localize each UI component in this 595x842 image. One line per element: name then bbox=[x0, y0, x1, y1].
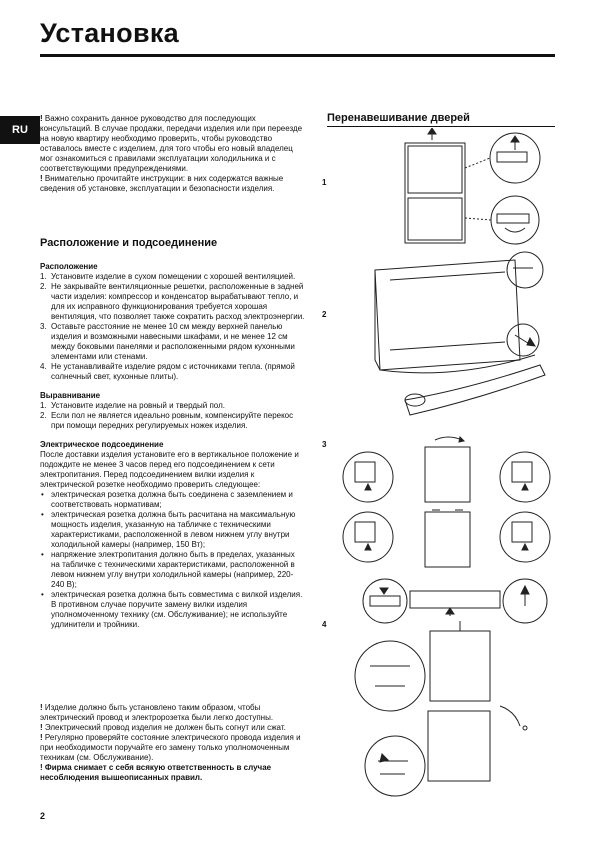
warning-2: ! Электрический провод изделия не должен быть согнут или сжат. bbox=[40, 723, 305, 733]
page-number: 2 bbox=[40, 811, 46, 821]
list-item: 4. Не устанавливайте изделие рядом с источниками тепла. (прямой солнечный свет, кухонные плиты). bbox=[40, 362, 295, 381]
intro-paragraph-2: ! Внимательно прочитайте инструкции: в них содержатся важные сведения об установке, эксплуатации и безопасности изделия. bbox=[40, 174, 305, 194]
electric-title: Электрическое подсоединение bbox=[40, 440, 164, 449]
electric-else: В противном случае поручите замену вилки изделия уполномоченному технику (см. Обслуживание); не используйте удлинители и тройники. bbox=[51, 600, 288, 629]
section-title: Расположение и подсоединение bbox=[40, 237, 218, 249]
language-tab: RU bbox=[0, 116, 40, 144]
list-item: 2. Не закрывайте вентиляционные решетки, расположенные в задней части изделия: компрессор и конденсатор вырабатывают тепло, и для их исправного функционирования требуется хорошая вентиляция, что позволяет также сократить расход электроэнергии. bbox=[40, 282, 305, 321]
intro-paragraph-1: ! Важно сохранить данное руководство для последующих консультаций. В случае продажи, передачи изделия или при переезде на новую квартиру необходимо проверить, чтобы руководство оставалось вместе с изделием, для того чтобы его новый владелец мог ознакомиться с правилами эксплуатации холодильника и с соответствующими предупреждениями. bbox=[40, 114, 305, 174]
step-label: 4 bbox=[322, 620, 327, 629]
list-item: • электрическая розетка должна быть расчитана на максимальную мощность изделия, указанную на табличке с техническими характеристиками, расположенной в левом нижнем углу внутри холодильной камеры (например, 150 Вт); bbox=[40, 510, 305, 550]
doors-title-rule bbox=[327, 126, 555, 127]
step-label: 2 bbox=[322, 310, 327, 319]
intro-block bbox=[40, 114, 305, 194]
electric-list bbox=[40, 490, 305, 600]
location-list bbox=[40, 272, 305, 382]
door-illustration-1 bbox=[385, 128, 555, 246]
list-item: 2. Если пол не является идеально ровным, компенсируйте перекос при помощи передних регулируемых ножек изделия. bbox=[40, 411, 294, 430]
leveling-list bbox=[40, 401, 305, 431]
location-title: Расположение bbox=[40, 262, 98, 271]
warning-1: ! Изделие должно быть установлено таким образом, чтобы электрический провод и электророзетка были легко доступны. bbox=[40, 703, 305, 723]
door-illustration-2 bbox=[365, 250, 555, 435]
leveling-title: Выравнивание bbox=[40, 391, 101, 400]
electric-intro: После доставки изделия установите его в вертикальное положение и подождите не менее 3 часов перед его подсоединением к сети электропитания. Перед подсоединением вилки изделия к электрической розетке необходимо проверить следующее: bbox=[40, 450, 299, 489]
placement-section bbox=[40, 238, 305, 630]
title-rule bbox=[40, 54, 555, 57]
warnings-block bbox=[40, 703, 305, 783]
list-item: • электрическая розетка должна быть совместима с вилкой изделия. bbox=[40, 590, 305, 600]
list-item: 1. Установите изделие на ровный и твердый пол. bbox=[40, 401, 225, 410]
step-label: 1 bbox=[322, 178, 327, 187]
list-item: • напряжение электропитания должно быть в пределах, указанных на табличке с техническими характеристиками, расположенной в левом нижнем углу внутри холодильной камеры (например, 220-240 В); bbox=[40, 550, 305, 590]
doors-title: Перенавешивание дверей bbox=[327, 112, 470, 124]
list-item: 1. Установите изделие в сухом помещении с хорошей вентиляцией. bbox=[40, 272, 296, 281]
warning-4: ! Фирма снимает с себя всякую ответственность в случае несоблюдения вышеописанных правил. bbox=[40, 763, 305, 783]
list-item: 3. Оставьте расстояние не менее 10 см между верхней панелью изделия и возможными навесными шкафами, и не менее 12 см между боковыми панелями и расположенными рядом кухонными элементами или стенами. bbox=[40, 322, 295, 361]
step-label: 3 bbox=[322, 440, 327, 449]
page-title: Установка bbox=[40, 18, 179, 48]
list-item: • электрическая розетка должна быть соединена с заземлением и соответствовать нормативам; bbox=[40, 490, 305, 510]
door-illustration-4 bbox=[340, 576, 555, 806]
warning-3: ! Регулярно проверяйте состояние электрического провода изделия и при необходимости поручайте его замену только уполномоченным техникам (см. Обслуживание). bbox=[40, 733, 305, 763]
door-illustration-3 bbox=[340, 432, 555, 572]
